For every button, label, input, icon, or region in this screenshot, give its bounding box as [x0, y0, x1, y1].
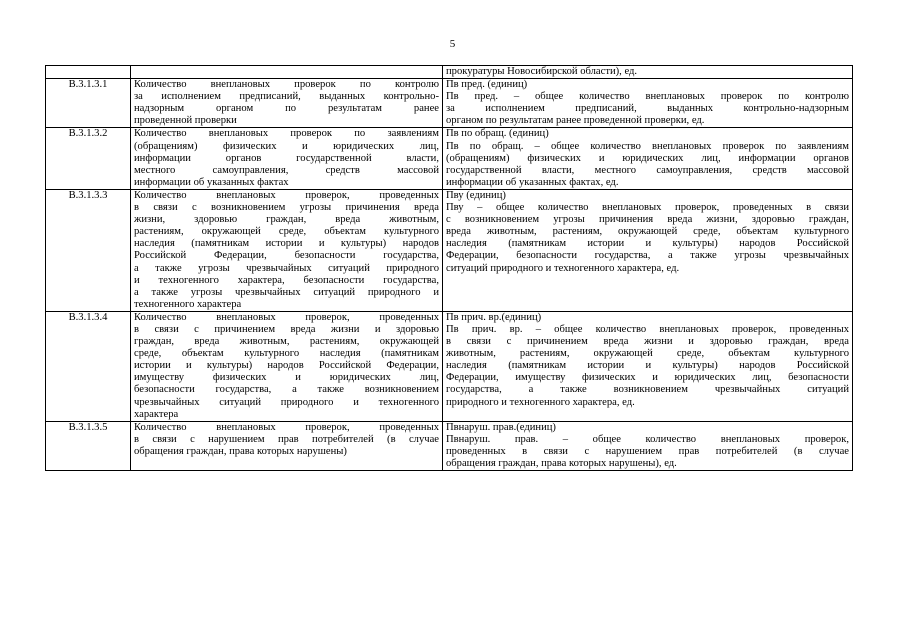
definition-line: за исполнением предписаний, выданных контрольно-надзорным: [446, 103, 849, 115]
name-cell: [131, 311, 443, 421]
definition-line: проведенных в связи с нарушением прав потребителей (в случае: [446, 445, 849, 457]
name-line: надзорным органом по результатам ранее: [134, 103, 439, 115]
definition-cell: [443, 128, 853, 189]
name-cell: [131, 66, 443, 79]
name-line: информации об указанных фактах: [134, 176, 289, 188]
definition-line: Федерации, безопасности государства, а также угрозы чрезвычайных: [446, 250, 849, 262]
indicators-table: [45, 65, 853, 471]
name-line: в связи с причинением вреда жизни и здоровью: [134, 323, 439, 335]
name-line: (обращениям) физических и юридических лиц,: [134, 140, 439, 152]
unit-line: Пв по обращ. (единиц): [446, 128, 549, 140]
name-cell: [131, 128, 443, 189]
name-line: Российской Федерации, безопасности государства,: [134, 250, 439, 262]
definition-line: природного и техногенного характера, ед.: [446, 396, 635, 408]
definition-cell: [443, 66, 853, 79]
definition-line: информации об указанных фактах, ед.: [446, 176, 619, 188]
name-line: Количество внеплановых проверок, проведенных: [134, 311, 439, 323]
definition-line: органом по результатам ранее проведенной проверки, ед.: [446, 115, 705, 127]
page-number: 5: [449, 38, 456, 50]
definition-line: обращения граждан, права которых нарушены), ед.: [446, 458, 677, 469]
code-cell: В.3.1.3.5: [46, 421, 131, 470]
code-cell: В.3.1.3.2: [46, 128, 131, 189]
definition-line: в связи с причинением вреда жизни и здоровью граждан, вреда: [446, 336, 849, 348]
name-line: в связи с нарушением прав потребителей (в случае: [134, 433, 439, 445]
code-cell: В.3.1.3.4: [46, 311, 131, 421]
name-line: среде, объектам культурного наследия (памятникам: [134, 348, 439, 360]
definition-line: Пву – общее количество внеплановых проверок, проведенных в связи: [446, 202, 849, 214]
definition-cell: [443, 311, 853, 421]
name-line: техногенного характера: [134, 298, 242, 310]
table-row: [46, 79, 853, 128]
definition-line: Пв по обращ. – общее количество внеплановых проверок по заявлениям: [446, 140, 849, 152]
name-line: обращения граждан, права которых нарушены): [134, 445, 347, 457]
definition-line: ситуаций природного и техногенного характера, ед.: [446, 262, 680, 274]
code-cell: В.3.1.3.3: [46, 189, 131, 311]
definition-line: наследия (памятникам истории и культуры) народов Российской: [446, 360, 849, 372]
table-row-continuation: [46, 66, 853, 79]
definition-line: вреда животным, растениям, окружающей среде, объектам культурного: [446, 226, 849, 238]
name-line: а также угрозы чрезвычайных ситуаций природного: [134, 262, 439, 274]
continuation-text: прокуратуры Новосибирской области), ед.: [446, 66, 638, 77]
definition-cell: [443, 189, 853, 311]
name-line: растениям, окружающей среде, объектам культурного: [134, 226, 439, 238]
name-line: за исполнением предписаний, выданных контрольно-: [134, 91, 439, 103]
definition-line: наследия (памятникам истории и культуры) народов Российской: [446, 238, 849, 250]
name-line: Количество внеплановых проверок, проведенных: [134, 421, 439, 433]
name-cell: [131, 421, 443, 470]
name-cell: [131, 189, 443, 311]
code-cell: [46, 66, 131, 79]
definition-line: Федерации, имуществу физических и юридических лиц, безопасности: [446, 372, 849, 384]
code-cell: В.3.1.3.1: [46, 79, 131, 128]
name-line: проведенной проверки: [134, 115, 237, 127]
name-line: в связи с возникновением угрозы причинения вреда: [134, 202, 439, 214]
unit-line: Пву (единиц): [446, 189, 506, 201]
definition-line: Пвнаруш. прав. – общее количество внеплановых проверок,: [446, 433, 849, 445]
name-line: Количество внеплановых проверок по заявлениям: [134, 128, 439, 140]
definition-line: (обращениям) физических и юридических лиц, информации органов: [446, 152, 849, 164]
name-line: чрезвычайных ситуаций природного и техногенного: [134, 396, 439, 408]
name-line: а также угрозы чрезвычайных ситуаций природного и: [134, 286, 439, 298]
table-row: [46, 189, 853, 311]
table-row: [46, 421, 853, 470]
definition-line: государственной власти, местного самоуправления, средств массовой: [446, 164, 849, 176]
definition-line: Пв прич. вр. – общее количество внеплановых проверок, проведенных: [446, 323, 849, 335]
name-line: имуществу физических и юридических лиц,: [134, 372, 439, 384]
table-row: [46, 128, 853, 189]
name-line: информации органов государственной власти,: [134, 152, 439, 164]
definition-line: животным, растениям, окружающей среде, объектам культурного: [446, 348, 849, 360]
name-line: истории и культуры) народов Российской Федерации,: [134, 360, 439, 372]
definition-line: с возникновением угрозы причинения вреда жизни, здоровью граждан,: [446, 214, 849, 226]
table-row: [46, 311, 853, 421]
name-line: безопасности государства, а также возникновением: [134, 384, 439, 396]
unit-line: Пв прич. вр.(единиц): [446, 311, 542, 323]
name-line: Количество внеплановых проверок, проведенных: [134, 189, 439, 201]
name-line: наследия (памятникам истории и культуры) народов: [134, 238, 439, 250]
name-line: местного самоуправления, средств массовой: [134, 164, 439, 176]
unit-line: Пв пред. (единиц): [446, 79, 528, 91]
definition-cell: [443, 421, 853, 470]
definition-line: Пв пред. – общее количество внеплановых проверок по контролю: [446, 91, 849, 103]
name-cell: [131, 79, 443, 128]
name-line: граждан, вреда животным, растениям, окружающей: [134, 336, 439, 348]
name-line: и техногенного характера, безопасности государства,: [134, 274, 439, 286]
unit-line: Пвнаруш. прав.(единиц): [446, 421, 556, 433]
name-line: Количество внеплановых проверок по контролю: [134, 79, 439, 91]
definition-cell: [443, 79, 853, 128]
name-line: жизни, здоровью граждан, вреда животным,: [134, 214, 439, 226]
name-line: характера: [134, 408, 179, 420]
definition-line: государства, а также возникновением чрезвычайных ситуаций: [446, 384, 849, 396]
